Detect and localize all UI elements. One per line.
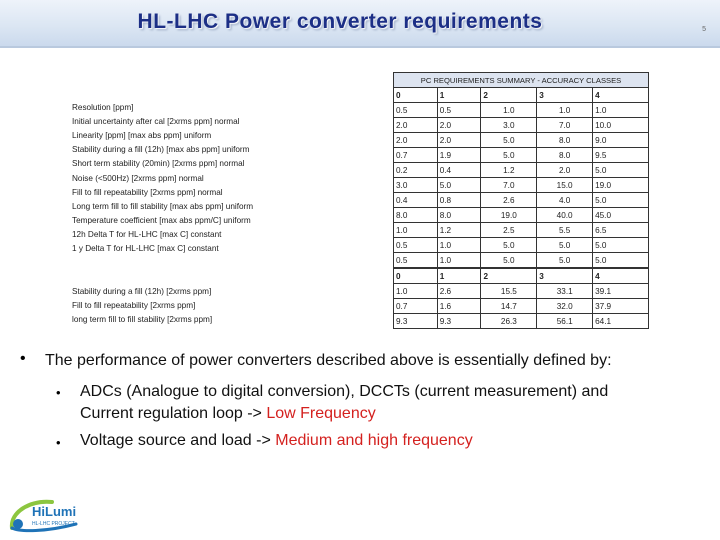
summary-cell: 1.2 <box>481 163 537 178</box>
hilumi-logo <box>6 494 90 534</box>
derived-cell: 2.6 <box>437 284 481 299</box>
header-divider <box>0 46 720 48</box>
derived-labels-table <box>70 284 214 327</box>
sub-bullet-marker: • <box>56 385 61 400</box>
derived-cell: 33.1 <box>537 284 593 299</box>
summary-cell: 0.5 <box>437 103 481 118</box>
sub-bullet-2-prefix: Voltage source and load -> <box>80 432 276 449</box>
summary-cell: 0.8 <box>437 193 481 208</box>
summary-class-header: 2 <box>481 88 537 103</box>
logo-subtitle: HL-LHC PROJECT <box>32 521 75 527</box>
summary-row-label: Initial uncertainty after cal [2xrms ppm] normal <box>72 116 240 126</box>
summary-cell: 0.4 <box>437 163 481 178</box>
summary-cell: 9.5 <box>593 148 649 163</box>
derived-cell: 26.3 <box>481 314 537 329</box>
summary-cell: 1.0 <box>394 223 438 238</box>
summary-cell: 0.5 <box>394 103 438 118</box>
summary-class-header: 4 <box>593 88 649 103</box>
summary-cell: 2.0 <box>394 118 438 133</box>
medium-high-frequency-highlight: Medium and high frequency <box>275 432 473 449</box>
summary-row-label: Short term stability (20min) [2xrms ppm] normal <box>72 159 245 169</box>
summary-row-label: 12h Delta T for HL-LHC [max C] constant <box>72 230 222 240</box>
sub-bullet-marker: • <box>56 435 61 450</box>
summary-cell: 9.0 <box>593 133 649 148</box>
summary-cell: 2.0 <box>437 118 481 133</box>
summary-header: PC REQUIREMENTS SUMMARY - ACCURACY CLASSES <box>394 73 649 88</box>
summary-cell: 2.5 <box>481 223 537 238</box>
summary-cell: 19.0 <box>481 208 537 223</box>
summary-row-label: Resolution [ppm] <box>72 102 134 112</box>
summary-cell: 5.0 <box>481 238 537 253</box>
summary-cell: 0.5 <box>394 253 438 268</box>
summary-cell: 0.7 <box>394 148 438 163</box>
summary-cell: 8.0 <box>437 208 481 223</box>
derived-cell: 64.1 <box>593 314 649 329</box>
summary-cell: 7.0 <box>481 178 537 193</box>
summary-cell: 5.0 <box>537 238 593 253</box>
summary-cell: 3.0 <box>394 178 438 193</box>
summary-cell: 5.0 <box>593 193 649 208</box>
summary-cell: 8.0 <box>537 133 593 148</box>
slide-number: 5 <box>702 26 706 33</box>
summary-values-table <box>393 72 649 268</box>
summary-cell: 4.0 <box>537 193 593 208</box>
summary-row-label: Fill to fill repeatability [2xrms ppm] normal <box>72 187 223 197</box>
summary-class-header: 3 <box>537 88 593 103</box>
derived-row-label: Stability during a fill (12h) [2xrms ppm] <box>72 286 212 296</box>
derived-class-header: 3 <box>537 269 593 284</box>
summary-cell: 5.5 <box>537 223 593 238</box>
summary-cell: 2.0 <box>537 163 593 178</box>
sub-bullet-1 <box>80 381 608 425</box>
derived-class-header: 0 <box>394 269 438 284</box>
summary-cell: 0.2 <box>394 163 438 178</box>
derived-class-header: 2 <box>481 269 537 284</box>
summary-cell: 1.0 <box>437 253 481 268</box>
low-frequency-highlight: Low Frequency <box>266 405 376 422</box>
derived-row-label: Fill to fill repeatability [2xrms ppm] <box>72 300 196 310</box>
summary-cell: 1.0 <box>481 103 537 118</box>
summary-cell: 10.0 <box>593 118 649 133</box>
slide-title: HL-LHC Power converter requirements <box>137 10 543 33</box>
summary-cell: 2.0 <box>394 133 438 148</box>
derived-cell: 15.5 <box>481 284 537 299</box>
derived-values-table <box>393 268 649 329</box>
sub-bullet-1-line2-prefix: Current regulation loop -> <box>80 405 267 422</box>
summary-cell: 5.0 <box>537 253 593 268</box>
sub-bullet-2 <box>80 430 473 452</box>
derived-cell: 9.3 <box>394 314 438 329</box>
summary-row-label: Long term fill to fill stability [max abs ppm] uniform <box>72 201 254 211</box>
summary-cell: 0.5 <box>394 238 438 253</box>
summary-cell: 5.0 <box>593 163 649 178</box>
summary-row-label: 1 y Delta T for HL-LHC [max C] constant <box>72 244 219 254</box>
derived-cell: 32.0 <box>537 299 593 314</box>
derived-cell: 37.9 <box>593 299 649 314</box>
derived-row-label: long term fill to fill stability [2xrms ppm] <box>72 314 213 324</box>
derived-cell: 0.7 <box>394 299 438 314</box>
derived-class-header: 1 <box>437 269 481 284</box>
summary-cell: 8.0 <box>537 148 593 163</box>
summary-cell: 45.0 <box>593 208 649 223</box>
summary-cell: 2.0 <box>437 133 481 148</box>
summary-cell: 1.0 <box>593 103 649 118</box>
derived-class-header: 4 <box>593 269 649 284</box>
derived-cell: 14.7 <box>481 299 537 314</box>
summary-cell: 1.0 <box>437 238 481 253</box>
summary-cell: 40.0 <box>537 208 593 223</box>
summary-cell: 5.0 <box>481 133 537 148</box>
summary-cell: 1.0 <box>537 103 593 118</box>
summary-class-header: 0 <box>394 88 438 103</box>
summary-cell: 1.9 <box>437 148 481 163</box>
summary-row-label: Stability during a fill (12h) [max abs ppm] uniform <box>72 145 250 155</box>
summary-cell: 6.5 <box>593 223 649 238</box>
summary-cell: 15.0 <box>537 178 593 193</box>
summary-cell: 8.0 <box>394 208 438 223</box>
summary-cell: 1.2 <box>437 223 481 238</box>
bullet-marker: • <box>20 350 26 367</box>
summary-cell: 5.0 <box>593 238 649 253</box>
summary-labels-table <box>70 100 255 256</box>
summary-cell: 5.0 <box>481 253 537 268</box>
bullet-main-text: The performance of power converters described above is essentially defined by: <box>45 352 612 369</box>
summary-cell: 3.0 <box>481 118 537 133</box>
summary-row-label: Noise (<500Hz) [2xrms ppm] normal <box>72 173 204 183</box>
summary-row-label: Linearity [ppm] [max abs ppm] uniform <box>72 130 212 140</box>
summary-row-label: Temperature coefficient [max abs ppm/C] uniform <box>72 216 251 226</box>
summary-cell: 7.0 <box>537 118 593 133</box>
summary-cell: 5.0 <box>437 178 481 193</box>
summary-cell: 0.4 <box>394 193 438 208</box>
derived-cell: 56.1 <box>537 314 593 329</box>
summary-cell: 19.0 <box>593 178 649 193</box>
summary-cell: 2.6 <box>481 193 537 208</box>
logo-name: HiLumi <box>32 504 77 519</box>
derived-cell: 1.6 <box>437 299 481 314</box>
sub-bullet-1-line1: ADCs (Analogue to digital conversion), DCCTs (current measurement) and <box>80 383 609 400</box>
derived-cell: 1.0 <box>394 284 438 299</box>
derived-cell: 39.1 <box>593 284 649 299</box>
summary-cell: 5.0 <box>593 253 649 268</box>
summary-cell: 5.0 <box>481 148 537 163</box>
summary-class-header: 1 <box>437 88 481 103</box>
derived-cell: 9.3 <box>437 314 481 329</box>
